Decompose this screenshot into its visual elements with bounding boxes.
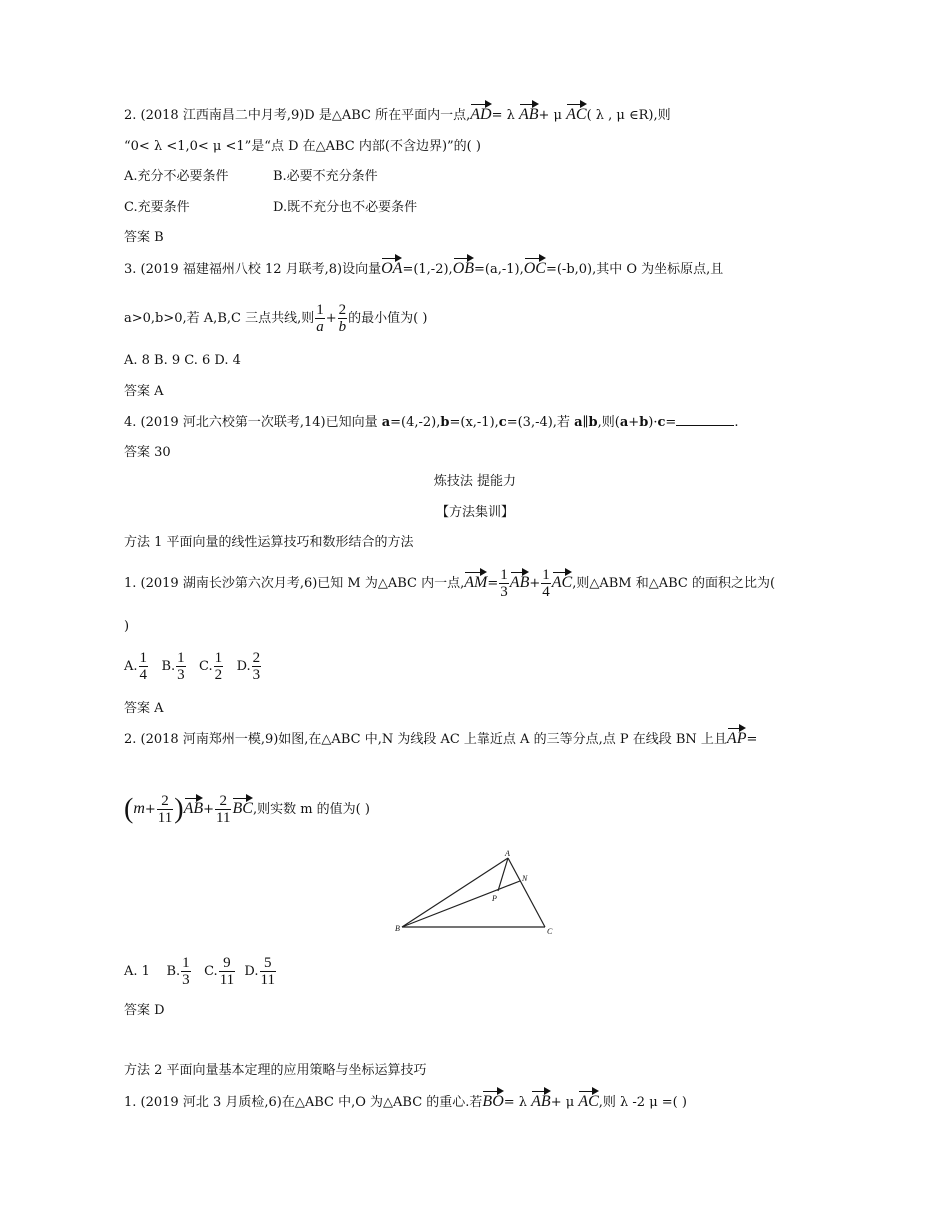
vector-AC: AC <box>578 1089 598 1111</box>
option-d-label: D. <box>236 659 251 674</box>
option-a-frac <box>139 650 149 683</box>
frac-den: 11 <box>260 972 275 988</box>
frac-1-4 <box>541 567 551 600</box>
section-title: 炼技法 提能力 <box>433 474 517 489</box>
option-d-label: D. <box>244 964 259 979</box>
frac-den: 4 <box>542 584 550 600</box>
plus: + <box>203 802 215 817</box>
vector-AB: AB <box>531 1089 551 1111</box>
vector-AM: AM <box>464 570 487 592</box>
vec-a: a <box>381 415 391 430</box>
m1-q2-eq: = <box>746 732 758 747</box>
m1-q1-suffix: ,则△ABM 和△ABC 的面积之比为( <box>572 576 776 591</box>
method2-heading: 方法 2 平面向量基本定理的应用策略与坐标运算技巧 <box>124 1063 427 1078</box>
vector-OA: OA <box>381 256 402 278</box>
q4-then: ,则( <box>597 415 620 430</box>
m1-q2-line2 <box>124 793 370 826</box>
label-C: C <box>547 927 553 936</box>
answer-blank <box>676 425 734 426</box>
m1-q1-line <box>124 567 775 600</box>
frac-den: a <box>316 319 324 335</box>
q2-plus: + μ <box>538 108 567 123</box>
q3-l2a: a>0,b>0,若 A,B,C 三点共线,则 <box>124 311 315 326</box>
q4-eq: = <box>665 415 677 430</box>
frac-den: 11 <box>219 972 235 988</box>
frac-2-11 <box>215 793 231 826</box>
m1-eq: = <box>487 576 499 591</box>
frac-den: 3 <box>182 972 190 988</box>
vec-a: a <box>574 415 583 430</box>
frac-num: 2 <box>252 650 261 666</box>
option-c-label: C. <box>204 964 218 979</box>
q4-a-val: =(4,-2), <box>390 415 441 430</box>
q3-prefix: 3. (2019 福建福州八校 12 月联考,8)设向量 <box>124 262 382 277</box>
m1-q1-options <box>124 650 262 683</box>
q2-line1 <box>124 102 671 125</box>
label-A: A <box>505 849 510 858</box>
vector-BC: BC <box>232 796 252 818</box>
q2-option-a: A.充分不必要条件 <box>124 169 229 184</box>
q3-plus: + <box>325 311 337 326</box>
q2-line2: “0< λ <1,0< μ <1”是“点 D 在△ABC 内部(不含边界)”的( ) <box>124 139 481 154</box>
frac-2-11 <box>157 793 173 826</box>
q4-answer: 答案 30 <box>124 445 171 460</box>
frac-num: 1 <box>500 567 508 583</box>
q2-options-cd <box>124 199 417 217</box>
m2-eq: = λ <box>503 1095 532 1110</box>
option-c-label: C. <box>199 659 213 674</box>
vec-c: c <box>498 415 507 430</box>
option-b-frac <box>176 650 186 683</box>
frac-num: 1 <box>139 650 148 666</box>
section-subtitle: 【方法集训】 <box>435 505 514 520</box>
option-a: A. 1 <box>124 964 150 979</box>
frac-num: 1 <box>542 567 550 583</box>
m1-q2-options <box>124 955 277 988</box>
q3-frac-2-b <box>338 302 348 335</box>
option-d-frac <box>260 955 276 988</box>
option-a-label: A. <box>124 659 138 674</box>
vector-BO: BO <box>482 1089 503 1111</box>
parallel-sign: ∥ <box>582 415 589 430</box>
q3-l2b: 的最小值为( ) <box>348 311 428 326</box>
q3-t3: =(-b,0),其中 O 为坐标原点,且 <box>545 262 724 277</box>
option-b-frac <box>181 955 191 988</box>
frac-num: 1 <box>316 302 324 318</box>
q4-end: . <box>734 415 739 430</box>
m2-q1-line <box>124 1089 687 1112</box>
frac-den: b <box>338 319 347 335</box>
frac-den: 3 <box>177 667 185 683</box>
triangle-figure <box>392 848 562 940</box>
frac-1-3 <box>499 567 509 600</box>
frac-den: 3 <box>500 584 508 600</box>
vector-OB: OB <box>453 256 474 278</box>
q3-options: A. 8 B. 9 C. 6 D. 4 <box>124 353 241 368</box>
vec-b: b <box>440 415 450 430</box>
q3-t1: =(1,-2), <box>402 262 453 277</box>
q4-c-val: =(3,-4),若 <box>506 415 575 430</box>
q2-option-d: D.既不充分也不必要条件 <box>273 200 418 215</box>
m1-q1-close: ) <box>124 619 130 634</box>
option-c-frac <box>219 955 235 988</box>
m2-q1-prefix: 1. (2019 河北 3 月质检,6)在△ABC 中,O 为△ABC 的重心.若 <box>124 1095 483 1110</box>
q4-plus: + <box>628 415 640 430</box>
q2-option-b: B.必要不充分条件 <box>273 169 378 184</box>
vector-AP: AP <box>727 726 747 748</box>
frac-num: 5 <box>260 955 276 972</box>
label-B: B <box>395 924 400 933</box>
q2-prefix: 2. (2018 江西南昌二中月考,9)D 是△ABC 所在平面内一点, <box>124 108 471 123</box>
frac-den: 2 <box>214 667 223 683</box>
q2-eq: = λ <box>491 108 519 123</box>
m1-answer2: 答案 D <box>124 1003 165 1018</box>
frac-den: 11 <box>216 810 231 826</box>
vec-a: a <box>619 415 629 430</box>
q4-dot: )· <box>648 415 658 430</box>
m2-suffix: ,则 λ -2 μ =( ) <box>598 1095 687 1110</box>
frac-num: 1 <box>182 955 190 971</box>
q4-b-val: =(x,-1), <box>449 415 499 430</box>
plus: + <box>144 802 156 817</box>
m1-q2-line1 <box>124 726 757 749</box>
m1-q2-prefix: 2. (2018 河南郑州一模,9)如图,在△ABC 中,N 为线段 AC 上靠近点 A 的三等分点,点 P 在线段 BN 上且 <box>124 732 727 747</box>
vector-AB: AB <box>510 570 530 592</box>
q3-answer: 答案 A <box>124 384 164 399</box>
m2-plus: + μ <box>550 1095 579 1110</box>
m1-q2-suffix: ,则实数 m 的值为( ) <box>252 802 370 817</box>
method1-heading: 方法 1 平面向量的线性运算技巧和数形结合的方法 <box>124 535 414 550</box>
m1-answer1: 答案 A <box>124 701 164 716</box>
m1-q1-prefix: 1. (2019 湖南长沙第六次月考,6)已知 M 为△ABC 内一点, <box>124 576 465 591</box>
frac-num: 9 <box>219 955 235 972</box>
side-AC <box>508 858 545 927</box>
frac-den: 3 <box>252 667 261 683</box>
frac-num: 2 <box>157 793 173 810</box>
q4-line <box>124 414 738 432</box>
frac-num: 2 <box>215 793 231 810</box>
vector-AD: AD <box>470 102 491 124</box>
vec-c: c <box>657 415 666 430</box>
q2-answer: 答案 B <box>124 230 164 245</box>
q2-option-c: C.充要条件 <box>124 200 190 215</box>
vector-AC: AC <box>552 570 572 592</box>
vector-AC: AC <box>566 102 586 124</box>
frac-num: 1 <box>177 650 185 666</box>
option-c-frac <box>214 650 224 683</box>
q2-options-ab <box>124 168 378 186</box>
q3-line2 <box>124 302 427 335</box>
option-b-label: B. <box>161 659 176 674</box>
vector-AB: AB <box>184 796 204 818</box>
left-paren: ( <box>124 793 134 825</box>
frac-den: 4 <box>139 667 148 683</box>
vector-AB: AB <box>519 102 539 124</box>
q2-suffix: ( λ , μ ∈R),则 <box>586 108 671 123</box>
var-m: m <box>133 800 145 817</box>
q3-t2: =(a,-1), <box>474 262 524 277</box>
option-b-label: B. <box>166 964 181 979</box>
frac-den: 11 <box>157 810 173 826</box>
q3-line1 <box>124 256 723 279</box>
q4-prefix: 4. (2019 河北六校第一次联考,14)已知向量 <box>124 415 382 430</box>
right-paren: ) <box>174 793 184 825</box>
frac-num: 2 <box>338 302 347 318</box>
frac-num: 1 <box>214 650 223 666</box>
label-P: P <box>492 894 497 903</box>
vector-OC: OC <box>524 256 546 278</box>
option-d-frac <box>252 650 262 683</box>
vec-b: b <box>639 415 649 430</box>
m1-plus: + <box>529 576 541 591</box>
label-N: N <box>522 874 528 883</box>
q3-frac-1-a <box>315 302 325 335</box>
vec-b: b <box>588 415 598 430</box>
